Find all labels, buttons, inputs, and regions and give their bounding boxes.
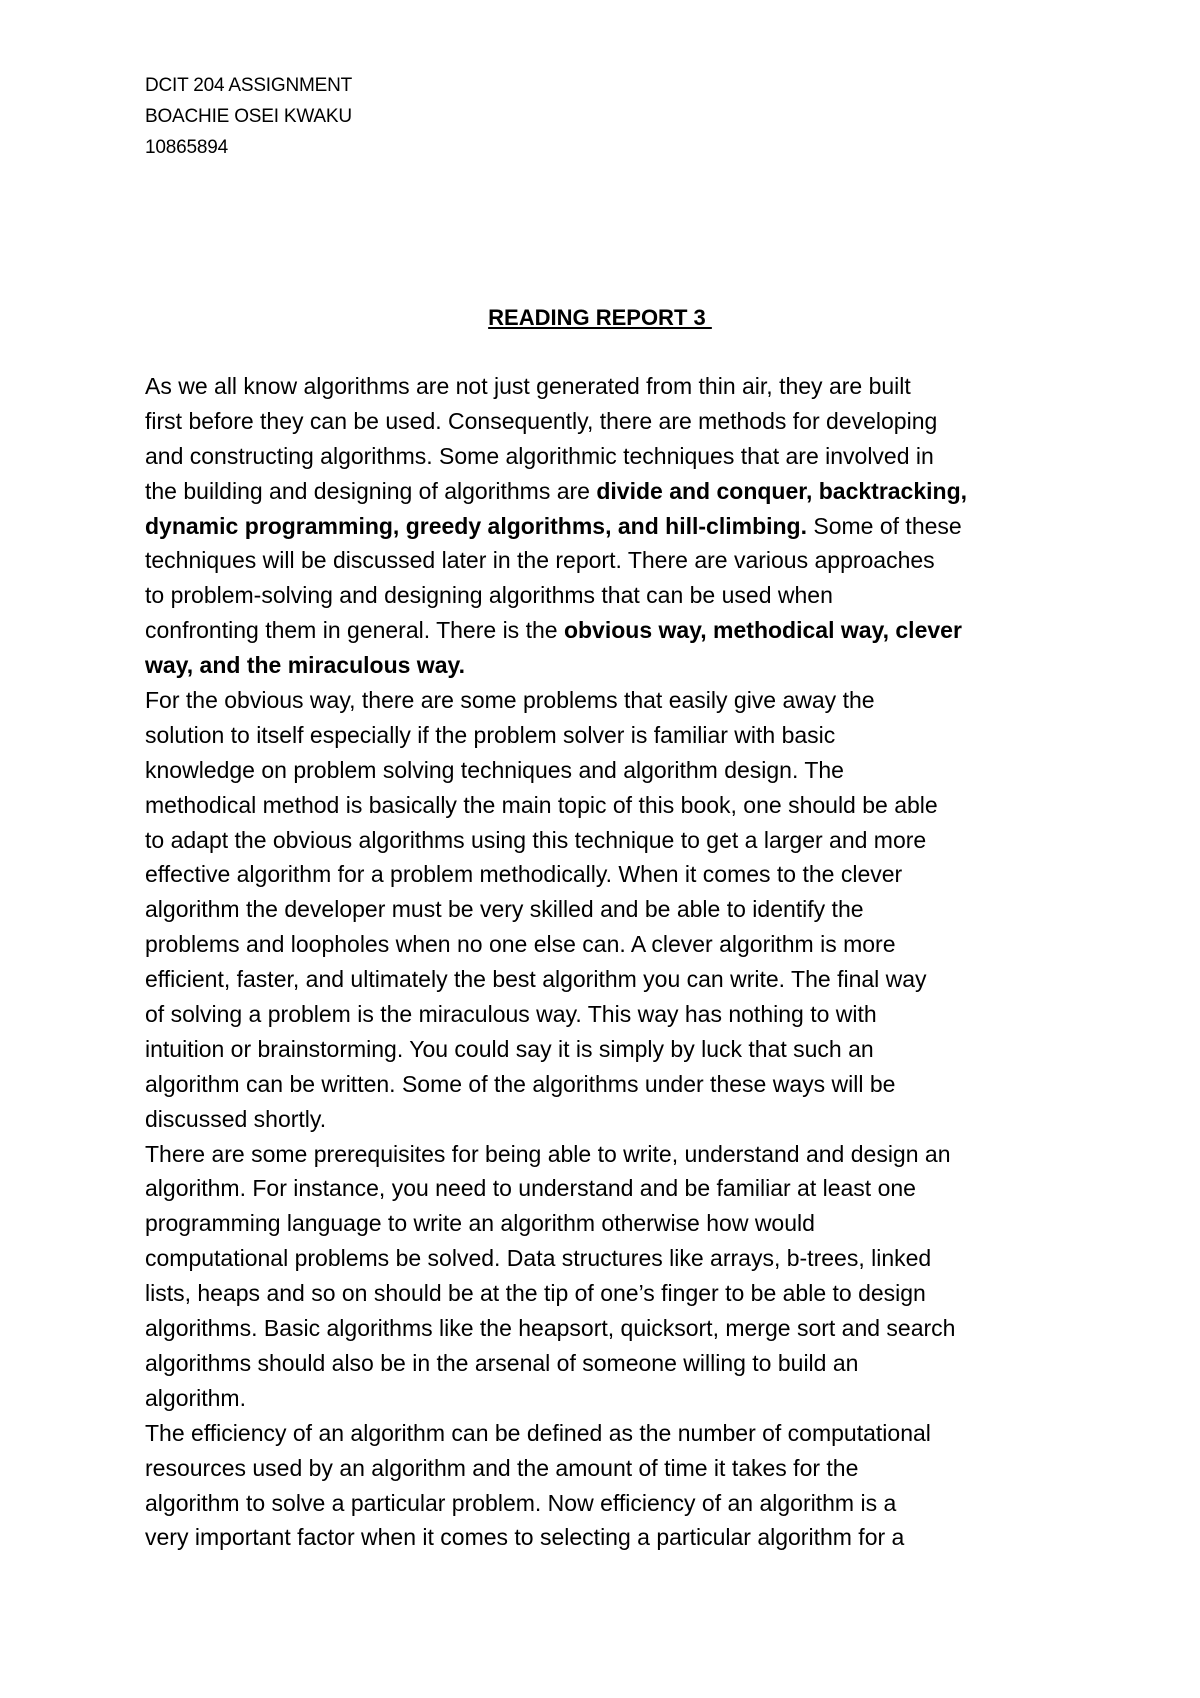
text-run: techniques will be discussed later in the report. There are various approaches xyxy=(145,547,935,574)
text-run: intuition or brainstorming. You could say it is simply by luck that such an xyxy=(145,1035,874,1062)
body-line xyxy=(145,1486,1065,1521)
text-run: of solving a problem is the miraculous way. This way has nothing to with xyxy=(145,1001,877,1028)
body-line xyxy=(145,578,1065,613)
body-line xyxy=(145,1346,1065,1381)
text-run: algorithm can be written. Some of the algorithms under these ways will be xyxy=(145,1070,896,1097)
text-run: lists, heaps and so on should be at the tip of one’s finger to be able to design xyxy=(145,1280,926,1307)
text-run: first before they can be used. Consequently, there are methods for developing xyxy=(145,407,938,434)
report-body xyxy=(145,369,1065,1555)
body-line xyxy=(145,718,1065,753)
body-line xyxy=(145,369,1065,404)
body-line xyxy=(145,1171,1065,1206)
text-run: knowledge on problem solving techniques and algorithm design. The xyxy=(145,756,844,783)
text-run: methodical method is basically the main topic of this book, one should be able xyxy=(145,791,938,818)
text-run: solution to itself especially if the problem solver is familiar with basic xyxy=(145,721,836,748)
body-line xyxy=(145,439,1065,474)
student-name: BOACHIE OSEI KWAKU xyxy=(145,106,352,127)
body-line xyxy=(145,683,1065,718)
text-run: computational problems be solved. Data structures like arrays, b-trees, linked xyxy=(145,1245,932,1272)
text-run: very important factor when it comes to selecting a particular algorithm for a xyxy=(145,1524,905,1551)
body-line xyxy=(145,1206,1065,1241)
text-run: Some of these xyxy=(807,512,962,539)
text-run: discussed shortly. xyxy=(145,1105,327,1132)
bold-text: divide and conquer, backtracking, xyxy=(596,477,968,504)
body-line xyxy=(145,1311,1065,1346)
text-run: The efficiency of an algorithm can be defined as the number of computational xyxy=(145,1419,931,1446)
body-line xyxy=(145,1276,1065,1311)
body-line xyxy=(145,509,1065,544)
body-line xyxy=(145,543,1065,578)
text-run: the building and designing of algorithms are xyxy=(145,477,597,504)
body-line xyxy=(145,823,1065,858)
text-run: For the obvious way, there are some problems that easily give away the xyxy=(145,687,875,714)
bold-text: way, and the miraculous way. xyxy=(145,652,465,679)
text-run: problems and loopholes when no one else can. A clever algorithm is more xyxy=(145,931,896,958)
body-line xyxy=(145,404,1065,439)
body-line xyxy=(145,1102,1065,1137)
body-line xyxy=(145,857,1065,892)
body-line xyxy=(145,1032,1065,1067)
text-run: algorithm the developer must be very skilled and be able to identify the xyxy=(145,896,864,923)
text-run: algorithm to solve a particular problem. Now efficiency of an algorithm is a xyxy=(145,1489,897,1516)
document-header xyxy=(145,70,352,163)
body-line xyxy=(145,1381,1065,1416)
course-label: DCIT 204 ASSIGNMENT xyxy=(145,75,353,96)
body-line xyxy=(145,753,1065,788)
bold-text: obvious way, methodical way, clever xyxy=(563,617,962,644)
body-line xyxy=(145,1520,1065,1555)
student-id: 10865894 xyxy=(145,137,228,158)
body-line xyxy=(145,892,1065,927)
body-line xyxy=(145,927,1065,962)
body-line xyxy=(145,1137,1065,1172)
text-run: algorithm. For instance, you need to understand and be familiar at least one xyxy=(145,1175,916,1202)
body-line xyxy=(145,997,1065,1032)
body-line xyxy=(145,1241,1065,1276)
text-run: and constructing algorithms. Some algorithmic techniques that are involved in xyxy=(145,442,934,469)
text-run: confronting them in general. There is the xyxy=(145,617,564,644)
text-run: There are some prerequisites for being able to write, understand and design an xyxy=(145,1140,951,1167)
body-line xyxy=(145,788,1065,823)
report-title: READING REPORT 3 xyxy=(488,305,712,330)
text-run: programming language to write an algorithm otherwise how would xyxy=(145,1210,815,1237)
text-run: to problem-solving and designing algorithms that can be used when xyxy=(145,582,833,609)
text-run: effective algorithm for a problem methodically. When it comes to the clever xyxy=(145,861,903,888)
body-line xyxy=(145,1416,1065,1451)
text-run: As we all know algorithms are not just generated from thin air, they are built xyxy=(145,373,911,399)
body-line xyxy=(145,1451,1065,1486)
text-run: to adapt the obvious algorithms using this technique to get a larger and more xyxy=(145,826,927,853)
body-line xyxy=(145,474,1065,509)
body-line xyxy=(145,613,1065,648)
text-run: algorithms. Basic algorithms like the heapsort, quicksort, merge sort and search xyxy=(145,1315,956,1342)
text-run: resources used by an algorithm and the amount of time it takes for the xyxy=(145,1454,859,1481)
text-run: algorithm. xyxy=(145,1384,246,1411)
body-line xyxy=(145,1067,1065,1102)
body-line xyxy=(145,962,1065,997)
body-line xyxy=(145,648,1065,683)
text-run: efficient, faster, and ultimately the best algorithm you can write. The final way xyxy=(145,966,927,993)
bold-text: dynamic programming, greedy algorithms, and hill-climbing. xyxy=(145,512,807,539)
text-run: algorithms should also be in the arsenal of someone willing to build an xyxy=(145,1349,859,1376)
